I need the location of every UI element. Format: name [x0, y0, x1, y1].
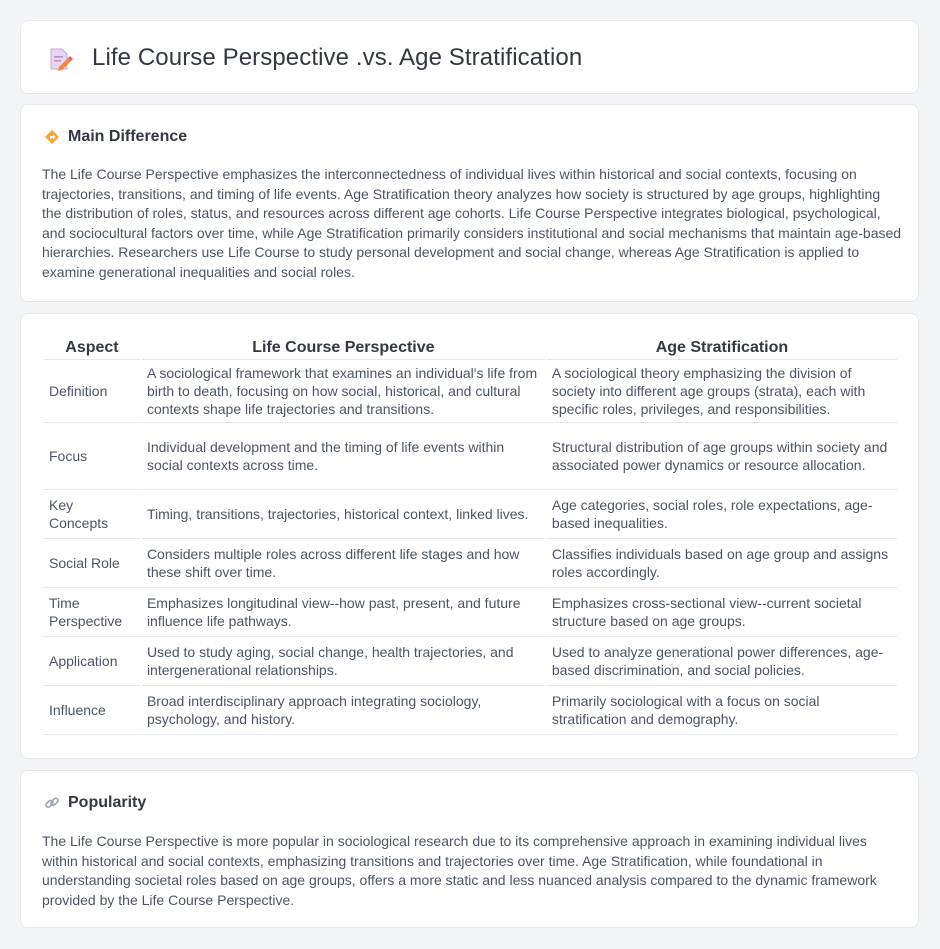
aspect-cell: Influence [44, 686, 140, 735]
age-stratification-cell: Age categories, social roles, role expectations, age-based inequalities. [547, 490, 897, 539]
aspect-cell: Focus [44, 423, 140, 490]
life-course-cell: A sociological framework that examines an individual's life from birth to death, focusing on how social, historical, and cultural contexts shape life trajectories and transitions. [142, 360, 545, 423]
aspect-cell: Key Concepts [44, 490, 140, 539]
header-age-stratification: Age Stratification [547, 334, 897, 360]
life-course-cell: Considers multiple roles across different life stages and how these shift over time. [142, 539, 545, 588]
table-header-row [44, 334, 897, 360]
life-course-cell: Broad interdisciplinary approach integrating sociology, psychology, and history. [142, 686, 545, 735]
age-stratification-cell: A sociological theory emphasizing the division of society into different age groups (strata), each with specific roles, privileges, and responsibilities. [547, 360, 897, 423]
age-stratification-cell: Used to analyze generational power differences, age-based discrimination, and social policies. [547, 637, 897, 686]
header-aspect: Aspect [44, 334, 140, 360]
main-difference-heading: Main Difference [68, 128, 188, 145]
comparison-section [20, 313, 919, 759]
age-stratification-cell: Primarily sociological with a focus on social stratification and demography. [547, 686, 897, 735]
page-title: Life Course Perspective .vs. Age Stratification [92, 44, 583, 71]
table-row [44, 637, 897, 686]
diamond-directions-icon [43, 128, 61, 146]
popularity-text: The Life Course Perspective is more popular in sociological research due to its comprehensive approach in examining individual lives within historical and social contexts, emphasizing transitions and trajectories over time. Age Stratification, while foundational in understanding societal roles based on age groups, offers a more static and less nuanced analysis compared to the dynamic framework provided by the Life Course Perspective. [42, 833, 877, 908]
main-difference-section [20, 104, 919, 302]
main-difference-heading-row [43, 128, 187, 146]
popularity-section [20, 770, 919, 928]
age-stratification-cell: Structural distribution of age groups within society and associated power dynamics or resource allocation. [547, 423, 897, 490]
table-row [44, 490, 897, 539]
table-row [44, 423, 897, 490]
life-course-cell: Individual development and the timing of life events within social contexts across time. [142, 423, 545, 490]
page-header [20, 20, 919, 94]
table-row [44, 539, 897, 588]
popularity-heading-row [43, 794, 146, 812]
main-difference-text: The Life Course Perspective emphasizes the interconnectedness of individual lives within historical and social contexts, focusing on trajectories, transitions, and timing of life events. Age Stratification theory analyzes how society is structured by age groups, highlighting the distribution of roles, status, and resources across different age cohorts. Life Course Perspective integrates biological, psychological, and sociocultural factors over time, while Age Stratification primarily considers institutional and social mechanisms that maintain age-based hierarchies. Researchers use Life Course to study personal development and social change, whereas Age Stratification is applied to examine generational inequalities and social roles. [42, 166, 902, 280]
aspect-cell: Definition [44, 360, 140, 423]
life-course-cell: Emphasizes longitudinal view--how past, present, and future influence life pathways. [142, 588, 545, 637]
header-life-course: Life Course Perspective [142, 334, 545, 360]
table-row [44, 588, 897, 637]
aspect-cell: Application [44, 637, 140, 686]
table-row [44, 686, 897, 735]
age-stratification-cell: Emphasizes cross-sectional view--current societal structure based on age groups. [547, 588, 897, 637]
popularity-heading: Popularity [68, 794, 147, 811]
aspect-cell: Time Perspective [44, 588, 140, 637]
aspect-cell: Social Role [44, 539, 140, 588]
link-icon [43, 794, 61, 812]
age-stratification-cell: Classifies individuals based on age group and assigns roles accordingly. [547, 539, 897, 588]
life-course-cell: Timing, transitions, trajectories, historical context, linked lives. [142, 490, 545, 539]
comparison-table [42, 334, 899, 735]
life-course-cell: Used to study aging, social change, health trajectories, and intergenerational relationships. [142, 637, 545, 686]
table-row [44, 360, 897, 423]
document-pencil-icon [47, 46, 73, 72]
